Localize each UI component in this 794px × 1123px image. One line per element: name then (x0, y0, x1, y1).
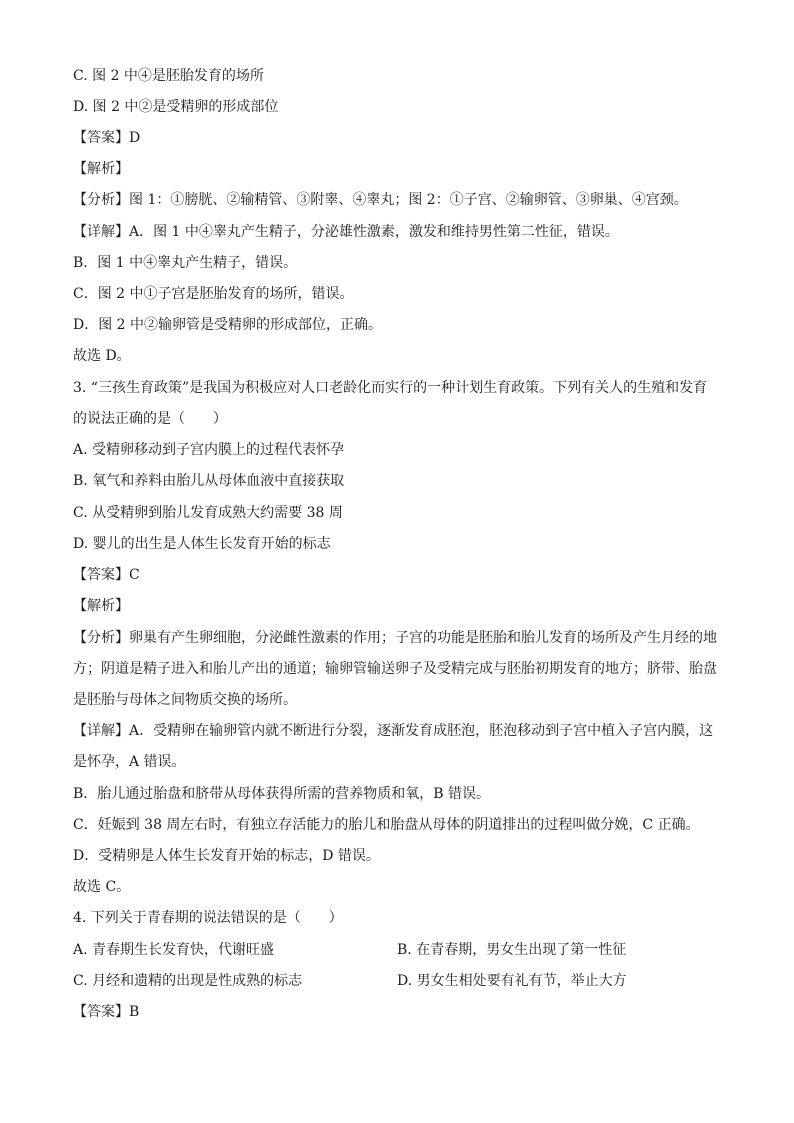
q3-option-a: A. 受精卵移动到子宫内膜上的过程代表怀孕 (73, 442, 345, 458)
q2-option-d: D. 图 2 中②是受精卵的形成部位 (73, 99, 279, 115)
q4-options-row1 (73, 940, 723, 960)
q4-stem: 4. 下列关于青春期的说法错误的是（ ） (73, 910, 343, 926)
q3-detail-a-line2: 是怀孕，A 错误。 (73, 754, 186, 770)
q2-answer: 【答案】D (73, 130, 141, 146)
q4-option-a: A. 青春期生长发育快，代谢旺盛 (73, 942, 275, 958)
q2-conclusion: 故选 D。 (73, 348, 131, 364)
q2-detail-a: 【详解】A．图 1 中④睾丸产生精子，分泌雄性激素，激发和维持男性第二性征，错误。 (73, 224, 619, 240)
q3-stem-line1: 3. “三孩生育政策”是我国为积极应对人口老龄化而实行的一种计划生育政策。下列有关人的生殖和发育 (73, 380, 708, 396)
q2-detail-b: B．图 1 中④睾丸产生精子，错误。 (73, 255, 298, 271)
q3-analysis-heading: 【解析】 (73, 598, 129, 614)
q4-option-b: B. 在青春期，男女生出现了第一性征 (397, 942, 627, 958)
q3-analysis-line3: 是胚胎与母体之间物质交换的场所。 (73, 692, 297, 708)
q4-option-c: C. 月经和遗精的出现是性成熟的标志 (73, 973, 303, 989)
q2-detail-d: D．图 2 中②输卵管是受精卵的形成部位，正确。 (73, 317, 383, 333)
q3-detail-c: C．妊娠到 38 周左右时，有独立存活能力的胎儿和胎盘从母体的阴道排出的过程叫做分娩，C 正确。 (73, 817, 700, 833)
q3-option-b: B. 氧气和养料由胎儿从母体血液中直接获取 (73, 473, 345, 489)
q3-analysis-line2: 方；阴道是精子进入和胎儿产出的通道；输卵管输送卵子及受精完成与胚胎初期发育的地方；脐带、胎盘 (73, 661, 717, 677)
q3-detail-b: B．胎儿通过胎盘和脐带从母体获得所需的营养物质和氧，B 错误。 (73, 786, 491, 802)
q4-options-row2 (73, 971, 723, 991)
q3-detail-a-line1: 【详解】A．受精卵在输卵管内就不断进行分裂，逐渐发育成胚泡，胚泡移动到子宫中植入子宫内膜，这 (73, 723, 714, 739)
q3-detail-d: D．受精卵是人体生长发育开始的标志，D 错误。 (73, 848, 380, 864)
q3-answer: 【答案】C (73, 567, 140, 583)
q2-detail-c: C．图 2 中①子宫是胚胎发育的场所，错误。 (73, 286, 354, 302)
q2-analysis-heading: 【解析】 (73, 161, 129, 177)
q2-option-c: C. 图 2 中④是胚胎发育的场所 (73, 68, 264, 84)
q4-option-d: D. 男女生相处要有礼有节，举止大方 (397, 973, 627, 989)
q3-stem-line2: 的说法正确的是（ ） (73, 411, 227, 427)
q3-option-d: D. 婴儿的出生是人体生长发育开始的标志 (73, 536, 331, 552)
q3-option-c: C. 从受精卵到胎儿发育成熟大约需要 38 周 (73, 505, 343, 521)
q4-answer: 【答案】B (73, 1004, 140, 1020)
q3-conclusion: 故选 C。 (73, 879, 131, 895)
q3-analysis-line1: 【分析】卵巢有产生卵细胞，分泌雌性激素的作用；子宫的功能是胚胎和胎儿发育的场所及产生月经的地 (73, 630, 717, 646)
q2-analysis: 【分析】图 1：①膀胱、②输精管、③附睾、④睾丸；图 2：①子宫、②输卵管、③卵巢、④宫颈。 (73, 192, 688, 208)
